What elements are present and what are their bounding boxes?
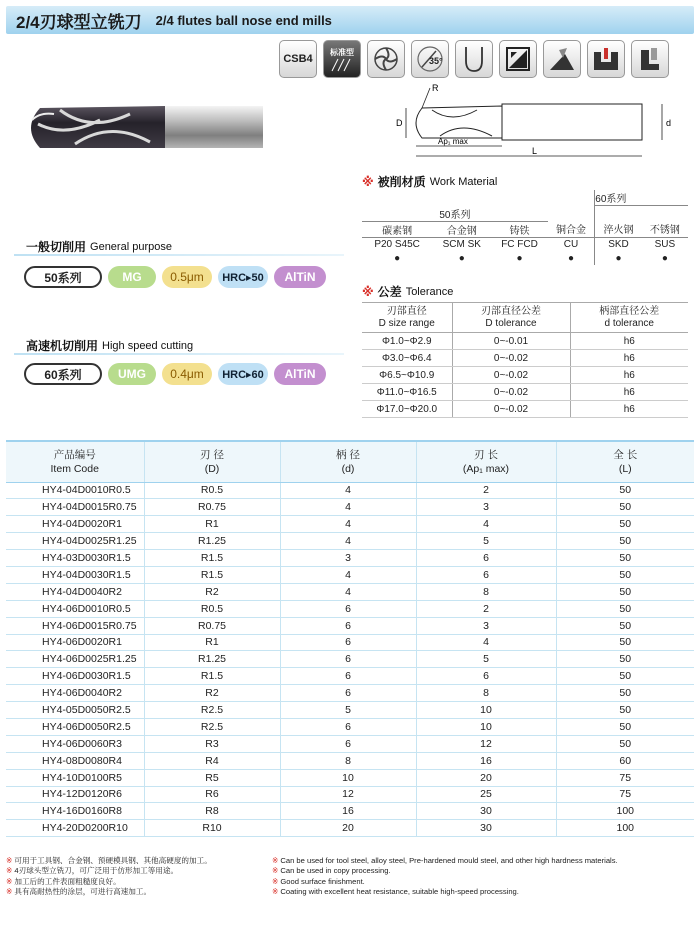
column-header-shank: 柄 径 (d) [280,441,416,482]
table-row: Φ3.0~Φ6.4 0~-0.02 h6 [362,350,688,367]
table-row [6,550,694,567]
table-cell: 75 [556,769,694,786]
csb4-icon: CSB4 [279,40,317,78]
table-cell: 6 [280,651,416,668]
table-cell: HY4-20D0200R10 [6,820,144,837]
table-cell: R2.5 [144,718,280,735]
table-cell: 20 [280,820,416,837]
table-row: Φ11.0~Φ16.5 0~-0.02 h6 [362,384,688,401]
table-cell: 50 [556,685,694,702]
notes-cn: ※ 可用于工具钢、合金钢、预硬模具钢、其他高硬度的加工。 ※ 4刃球头型立铣刀，可广泛用于仿形加工等用途。 ※ 加工后的工件表面粗糙度良好。 ※ 具有高耐热性的涂层，可进行高速加工。 [6,856,212,897]
table-cell: 12 [416,735,556,752]
pocket-icon [587,40,625,78]
table-cell: 2 [416,600,556,617]
product-spec-table [6,440,694,837]
table-row [6,820,694,837]
table-cell: R4 [144,752,280,769]
table-cell: 6 [416,550,556,567]
table-row [6,600,694,617]
table-cell: 20 [416,769,556,786]
table-cell: 4 [416,634,556,651]
table-cell: 5 [416,533,556,550]
tol-header: 刃部直径公差 D tolerance [452,303,570,333]
dimension-diagram [392,82,677,160]
table-row: Φ6.5~Φ10.9 0~-0.02 h6 [362,367,688,384]
table-cell: 10 [280,769,416,786]
table-cell: 4 [280,516,416,533]
table-row [6,617,694,634]
table-cell: 100 [556,820,694,837]
general-badges [24,266,326,288]
table-cell: HY4-04D0015R0.75 [6,499,144,516]
table-cell: HY4-04D0040R2 [6,583,144,600]
table-cell: 50 [556,482,694,499]
work-material-heading: ※ 被削材质 Work Material [362,174,498,189]
table-cell: 6 [280,685,416,702]
table-cell: 50 [556,583,694,600]
table-cell: 50 [556,668,694,685]
table-cell: 50 [556,516,694,533]
feature-icons [279,40,669,78]
table-cell: 30 [416,803,556,820]
hrc-badge: HRC▸60 [218,363,268,385]
table-cell: R0.75 [144,499,280,516]
series60-badge: 60系列 [24,363,102,385]
high-speed-heading: 高速机切削用 High speed cutting [26,339,194,353]
notes-en: ※ Can be used for tool steel, alloy steel, Pre-hardened mould steel, and other high hardness materials. ※ Can be used in copy processing. ※ Good surface finishment. ※ Coating with excellent heat resistance, suitable high-speed processing. [272,856,618,897]
table-cell: HY4-06D0015R0.75 [6,617,144,634]
table-cell: R10 [144,820,280,837]
work-material-table: 60系列 50系列 碳素钢 合金钢 铸铁 铜合金 淬火钢 不锈钢 P20 S45C SCM SK FC FCD CU SKD SUS ● ● ● ● ● ● [362,190,688,265]
table-cell: 4 [280,482,416,499]
table-cell: 50 [556,550,694,567]
table-cell: 16 [416,752,556,769]
table-cell: 100 [556,803,694,820]
column-header-flute-length: 刃 长 (Ap₁ max) [416,441,556,482]
table-row [6,752,694,769]
table-cell: HY4-04D0030R1.5 [6,566,144,583]
table-row [6,533,694,550]
table-cell: R0.5 [144,600,280,617]
table-row [6,803,694,820]
table-cell: 6 [416,668,556,685]
grain-size-badge: 0.4μm [162,363,212,385]
table-cell: 8 [416,685,556,702]
table-cell: HY4-06D0010R0.5 [6,600,144,617]
tol-header: 刃部直径 D size range [362,303,452,333]
column-header-item-code: 产品编号 Item Code [6,441,144,482]
table-cell: 10 [416,702,556,719]
table-cell: 30 [416,820,556,837]
tolerance-table [362,302,688,418]
table-cell: HY4-06D0040R2 [6,685,144,702]
table-cell: 6 [280,600,416,617]
hrc-badge: HRC▸50 [218,266,268,288]
series60-label: 60系列 [595,190,688,206]
table-cell: 4 [280,499,416,516]
coating-badge: AlTiN [274,266,326,288]
table-cell: HY4-04D0010R0.5 [6,482,144,499]
table-cell: 5 [416,651,556,668]
table-cell: HY4-05D0050R2.5 [6,702,144,719]
table-cell: 60 [556,752,694,769]
table-cell: 6 [280,735,416,752]
side-milling-icon [543,40,581,78]
table-row [6,566,694,583]
table-cell: R1.5 [144,550,280,567]
table-row [6,718,694,735]
table-cell: HY4-04D0025R1.25 [6,533,144,550]
column-header-overall-length: 全 长 (L) [556,441,694,482]
column-header-diameter: 刃 径 (D) [144,441,280,482]
general-divider [14,254,344,256]
svg-text:L: L [532,146,538,156]
table-cell: 6 [280,718,416,735]
table-row [6,786,694,803]
table-cell: R6 [144,786,280,803]
table-cell: 12 [280,786,416,803]
table-cell: HY4-06D0060R3 [6,735,144,752]
grain-size-badge: 0.5μm [162,266,212,288]
table-cell: 50 [556,651,694,668]
table-row: Φ17.0~Φ20.0 0~-0.02 h6 [362,401,688,418]
table-cell: HY4-06D0025R1.25 [6,651,144,668]
table-cell: R2.5 [144,702,280,719]
table-cell: R1.25 [144,651,280,668]
table-cell: R1.5 [144,566,280,583]
material-badge: MG [108,266,156,288]
svg-text:35°: 35° [429,56,443,66]
table-cell: 6 [280,617,416,634]
table-cell: 50 [556,499,694,516]
table-cell: 2 [416,482,556,499]
table-cell: 50 [556,634,694,651]
table-cell: R8 [144,803,280,820]
high-speed-badges [24,363,326,385]
table-cell: R1.25 [144,533,280,550]
table-row [6,685,694,702]
table-cell: 50 [556,718,694,735]
table-cell: R2 [144,685,280,702]
tolerance-heading: ※ 公差 Tolerance [362,284,454,299]
table-cell: HY4-06D0050R2.5 [6,718,144,735]
table-cell: HY4-12D0120R6 [6,786,144,803]
table-row [6,634,694,651]
table-cell: 3 [280,550,416,567]
table-cell: 50 [556,533,694,550]
svg-text:d: d [666,118,672,128]
table-cell: R0.75 [144,617,280,634]
end-mill-photo [20,98,265,160]
table-cell: HY4-10D0100R5 [6,769,144,786]
table-cell: 75 [556,786,694,803]
table-cell: 5 [280,702,416,719]
page-header [6,6,694,34]
table-row: Φ1.0~Φ2.9 0~-0.01 h6 [362,333,688,350]
carbide-grade-icon: 标准型 [323,40,361,78]
table-cell: 4 [280,566,416,583]
tol-header: 柄部直径公差 d tolerance [570,303,688,333]
table-cell: 6 [416,566,556,583]
table-cell: HY4-06D0020R1 [6,634,144,651]
table-cell: 6 [280,668,416,685]
table-cell: 50 [556,617,694,634]
table-row [6,482,694,499]
shank-icon [631,40,669,78]
ball-nose-profile-icon [455,40,493,78]
table-row [6,583,694,600]
general-purpose-heading: 一般切削用 General purpose [26,240,172,254]
table-cell: 50 [556,702,694,719]
table-cell: 50 [556,566,694,583]
series50-badge: 50系列 [24,266,102,288]
high-speed-divider [14,353,344,355]
table-cell: R5 [144,769,280,786]
table-cell: 8 [416,583,556,600]
table-row [6,735,694,752]
svg-text:R: R [432,83,439,93]
table-cell: R1 [144,516,280,533]
table-cell: R1 [144,634,280,651]
table-cell: 3 [416,617,556,634]
table-row [6,702,694,719]
table-row [6,516,694,533]
table-cell: 16 [280,803,416,820]
table-cell: 25 [416,786,556,803]
table-cell: 4 [416,516,556,533]
table-cell: R1.5 [144,668,280,685]
table-cell: HY4-08D0080R4 [6,752,144,769]
table-row [6,499,694,516]
svg-text:Ap₁ max: Ap₁ max [438,137,468,146]
table-cell: 50 [556,600,694,617]
title-en: 2/4 flutes ball nose end mills [155,12,332,28]
table-cell: HY4-16D0160R8 [6,803,144,820]
table-cell: 8 [280,752,416,769]
table-cell: R0.5 [144,482,280,499]
table-cell: HY4-03D0030R1.5 [6,550,144,567]
title-cn: 2/4刃球型立铣刀 [16,12,142,32]
coating-badge: AlTiN [274,363,326,385]
table-cell: HY4-04D0020R1 [6,516,144,533]
table-cell: 6 [280,634,416,651]
table-cell: 10 [416,718,556,735]
table-cell: 4 [280,533,416,550]
table-cell: HY4-06D0030R1.5 [6,668,144,685]
series50-label: 50系列 [362,206,548,222]
table-cell: R3 [144,735,280,752]
table-cell: 50 [556,735,694,752]
table-cell: 3 [416,499,556,516]
table-cell: 4 [280,583,416,600]
four-flute-section-icon [367,40,405,78]
table-row [6,651,694,668]
material-badge: UMG [108,363,156,385]
table-cell: R2 [144,583,280,600]
table-row [6,769,694,786]
slotting-icon [499,40,537,78]
helix-35-icon [411,40,449,78]
table-row [6,668,694,685]
svg-text:D: D [396,118,403,128]
